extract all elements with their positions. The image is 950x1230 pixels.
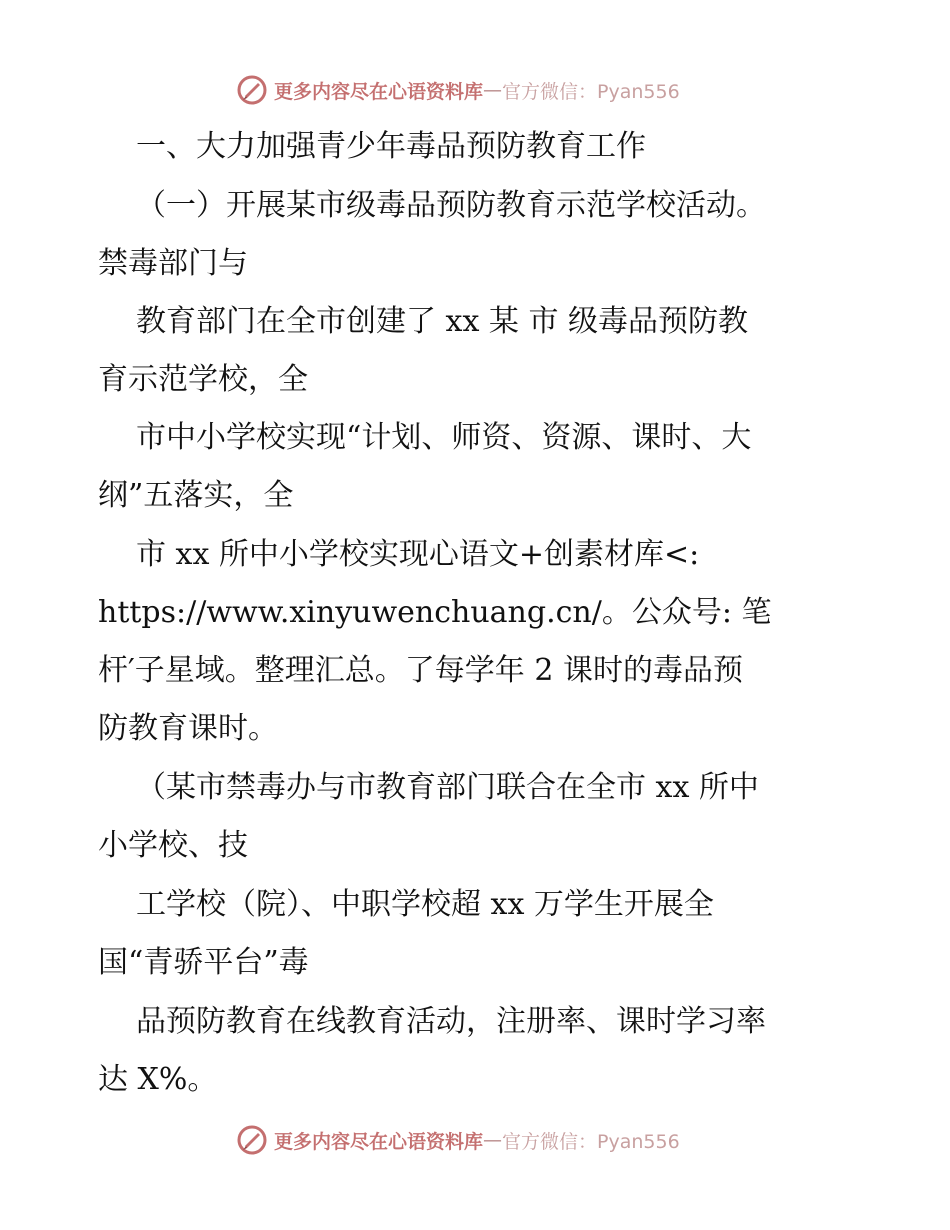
paragraph-line: 教育部门在全市创建了 xx 某 市 级毒品预防教	[136, 304, 748, 339]
paragraph-line: 市 xx 所中小学校实现心语文+创素材库<:	[136, 537, 700, 572]
paragraph-line: （某市禁毒办与市教育部门联合在全市 xx 所中	[136, 770, 759, 805]
header-watermark-banner	[236, 73, 736, 107]
paragraph-line: 达 X%。	[98, 1062, 218, 1097]
paragraph-line: 工学校（院）、中职学校超 xx 万学生开展全	[136, 887, 714, 922]
paragraph-line: （一）开展某市级毒品预防教育示范学校活动。	[136, 188, 766, 223]
footer-watermark-banner	[236, 1123, 736, 1157]
quill-seal-logo-icon	[236, 1124, 268, 1156]
paragraph-line: https://www.xinyuwenchuang.cn/。公众号: 笔	[98, 595, 772, 630]
quill-seal-logo-icon	[236, 74, 268, 106]
paragraph-line: 纲”五落实，全	[98, 478, 294, 513]
paragraph-line: 育示范学校，全	[98, 362, 308, 397]
paragraph-line: 禁毒部门与	[98, 246, 248, 281]
paragraph-line: 小学校、技	[98, 828, 248, 863]
section-heading: 一、大力加强青少年毒品预防教育工作	[136, 129, 646, 164]
banner-wechat-text: 官方微信：Pyan556	[502, 80, 680, 103]
paragraph-line: 品预防教育在线教育活动，注册率、课时学习率	[136, 1004, 766, 1039]
banner-dash: —	[483, 1129, 503, 1151]
paragraph-line: 市中小学校实现“计划、师资、资源、课时、大	[136, 420, 752, 455]
paragraph-line: 防教育课时。	[98, 711, 278, 746]
banner-brand-text: 更多内容尽在心语资料库	[274, 1130, 484, 1153]
banner-brand-text: 更多内容尽在心语资料库	[274, 80, 484, 103]
banner-dash: —	[483, 79, 503, 101]
paragraph-line: 杆′子星域。整理汇总。了每学年 2 课时的毒品预	[98, 653, 743, 688]
paragraph-line: 国“青骄平台”毒	[98, 945, 309, 980]
banner-wechat-text: 官方微信：Pyan556	[502, 1130, 680, 1153]
